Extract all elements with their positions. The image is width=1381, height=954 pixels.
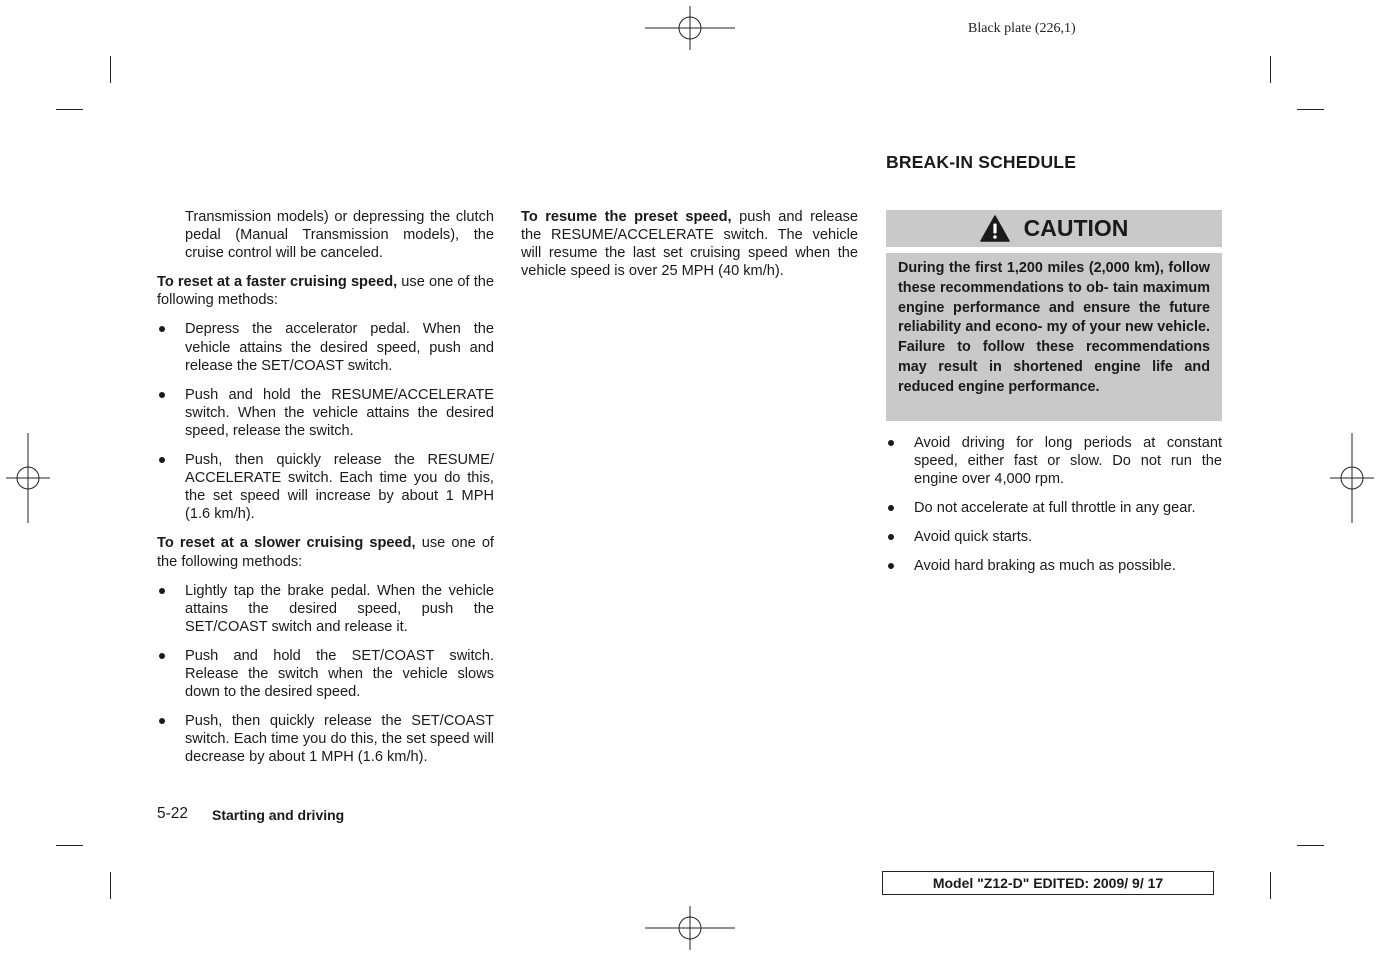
registration-mark-bottom: [645, 906, 735, 950]
list-item: [886, 499, 1222, 517]
list-item-text: Push, then quickly release the SET/COAST switch. Each time you do this, the set speed will decrease by about 1 MPH (1.6 km/h).: [185, 713, 494, 766]
bullet-dot-icon: [159, 588, 165, 594]
slower-rest: use one of the following methods:: [157, 535, 494, 570]
middle-column: [521, 208, 858, 280]
bullet-dot-icon: [888, 440, 894, 446]
list-item: [157, 712, 494, 766]
list-item: [157, 647, 494, 701]
continuation-paragraph: Transmission models) or depressing the clutch pedal (Manual Transmission models), the cruise control will be canceled.: [185, 209, 494, 262]
bullet-dot-icon: [159, 457, 165, 463]
list-item: [157, 451, 494, 523]
resume-lead: To resume the preset speed,: [521, 209, 732, 225]
page-number: 5-22: [157, 805, 189, 822]
crop-mark: [56, 109, 83, 110]
section-title: BREAK-IN SCHEDULE: [886, 152, 1077, 172]
list-item-text: Avoid hard braking as much as possible.: [914, 558, 1176, 575]
plate-label: Black plate (226,1): [968, 21, 1076, 36]
bullet-dot-icon: [888, 505, 894, 511]
list-item: [886, 528, 1222, 546]
list-item-text: Depress the accelerator pedal. When the vehicle attains the desired speed, push and release the SET/COAST switch.: [185, 321, 494, 374]
caution-text: During the first 1,200 miles (2,000 km), follow these recommendations to ob- tain maximum engine performance and ensure the future reliability and econo- my of your new vehicle. Failure to follow these recommendations may result in shortened engine life and reduced engine performance.: [886, 253, 1222, 421]
model-edited-box: Model "Z12-D" EDITED: 2009/ 9/ 17: [882, 871, 1214, 895]
crop-mark: [1270, 56, 1271, 83]
crop-mark: [1270, 872, 1271, 899]
bullet-dot-icon: [888, 534, 894, 540]
list-item: [886, 434, 1222, 488]
warning-triangle-icon: [980, 215, 1010, 242]
list-item-text: Push, then quickly release the RESUME/ ACCELERATE switch. Each time you do this, the set speed will increase by about 1 MPH (1.6 km/h).: [185, 452, 494, 523]
registration-mark-top: [645, 6, 735, 50]
registration-mark-left: [6, 433, 50, 523]
section-name: Starting and driving: [212, 807, 345, 823]
caution-header: [886, 210, 1222, 247]
faster-rest: use one of the following methods:: [157, 274, 494, 309]
bullet-dot-icon: [159, 653, 165, 659]
list-item-text: Push and hold the RESUME/ACCELERATE switch. When the vehicle attains the desired speed, release the switch.: [185, 386, 494, 439]
list-item: [886, 557, 1222, 575]
list-item: [157, 386, 494, 440]
faster-intro: [157, 273, 494, 309]
list-item-text: Do not accelerate at full throttle in any gear.: [914, 500, 1196, 517]
crop-mark: [1297, 845, 1324, 846]
right-bullets: [886, 434, 1222, 576]
left-column: [157, 208, 494, 766]
list-item-text: Push and hold the SET/COAST switch. Release the switch when the vehicle slows down to the desired speed.: [185, 647, 494, 701]
bullet-dot-icon: [159, 718, 165, 724]
crop-mark: [110, 872, 111, 899]
resume-paragraph: [521, 208, 858, 280]
list-item: [157, 582, 494, 636]
bullet-dot-icon: [159, 326, 165, 332]
crop-mark: [1297, 109, 1324, 110]
crop-mark: [56, 845, 83, 846]
list-item-text: Avoid driving for long periods at constant speed, either fast or slow. Do not run the engine over 4,000 rpm.: [914, 435, 1222, 488]
list-item-text: Avoid quick starts.: [914, 529, 1033, 546]
list-item: [157, 320, 494, 374]
crop-mark: [110, 56, 111, 83]
bullet-dot-icon: [888, 563, 894, 569]
bullet-dot-icon: [159, 392, 165, 398]
caution-label: CAUTION: [1023, 215, 1129, 241]
list-item-text: Lightly tap the brake pedal. When the vehicle attains the desired speed, push the SET/COAST switch and release it.: [185, 582, 494, 635]
slower-lead: To reset at a slower cruising speed,: [157, 535, 416, 552]
faster-lead: To reset at a faster cruising speed,: [157, 274, 398, 291]
resume-rest: push and release the RESUME/ACCELERATE switch. The vehicle will resume the last set cruising speed when the vehicle speed is over 25 MPH (40 km/h).: [521, 209, 859, 280]
registration-mark-right: [1330, 433, 1374, 523]
slower-intro: [157, 534, 494, 570]
